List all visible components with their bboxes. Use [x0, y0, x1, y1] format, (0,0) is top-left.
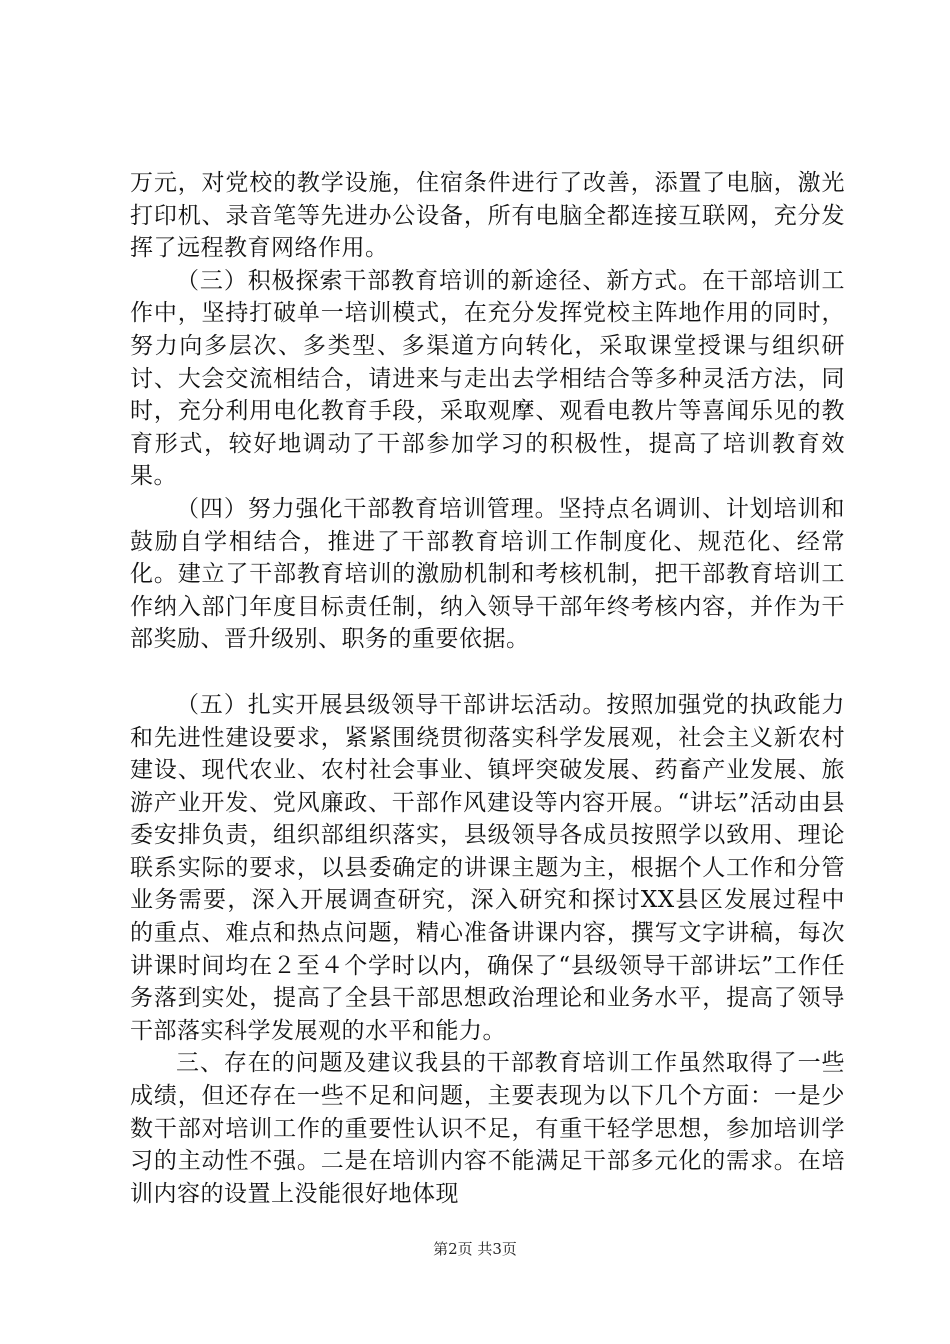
paragraph-spacer — [130, 656, 845, 689]
paragraph-section-4: （四）努力强化干部教育培训管理。坚持点名调训、计划培训和鼓励自学相结合，推进了干部教育培训工作制度化、规范化、经常化。建立了干部教育培训的激励机制和考核机制，把干部教育培训工作纳入部门年度目标责任制，纳入领导干部年终考核内容，并作为干部奖励、晋升级别、职务的重要依据。 — [130, 495, 845, 653]
document-body — [130, 167, 845, 1210]
paragraph-section-5: （五）扎实开展县级领导干部讲坛活动。按照加强党的执政能力和先进性建设要求，紧紧围绕贯彻落实科学发展观，社会主义新农村建设、现代农业、农村社会事业、镇坪突破发展、药畜产业发展、旅游产业开发、党风廉政、干部作风建设等内容开展。“讲坛”活动由县委安排负责，组织部组织落实，县级领导各成员按照学以致用、理论联系实际的要求，以县委确定的讲课主题为主，根据个人工作和分管业务需要，深入开展调查研究，深入研究和探讨XX县区发展过程中的重点、难点和热点问题，精心准备讲课内容，撰写文字讲稿，每次讲课时间均在２至４个学时以内，确保了“县级领导干部讲坛”工作任务落到实处，提高了全县干部思想政治理论和业务水平，提高了领导干部落实科学发展观的水平和能力。 — [130, 691, 845, 1044]
paragraph-continuation: 万元，对党校的教学设施，住宿条件进行了改善，添置了电脑，激光打印机、录音笔等先进办公设备，所有电脑全都连接互联网，充分发挥了远程教育网络作用。 — [130, 170, 845, 262]
page-number: 第2页 共3页 — [433, 1240, 517, 1258]
paragraph-section-3: （三）积极探索干部教育培训的新途径、新方式。在干部培训工作中，坚持打破单一培训模式，在充分发挥党校主阵地作用的同时，努力向多层次、多类型、多渠道方向转化，采取课堂授课与组织研讨、大会交流相结合，请进来与走出去学相结合等多种灵活方法，同时，充分利用电化教育手段，采取观摩、观看电教片等喜闻乐见的教育形式，较好地调动了干部参加学习的积极性，提高了培训教育效果。 — [130, 267, 845, 490]
paragraph-problems: 三、存在的问题及建议我县的干部教育培训工作虽然取得了一些成绩，但还存在一些不足和问题，主要表现为以下几个方面：一是少数干部对培训工作的重要性认识不足，有重干轻学思想，参加培训学习的主动性不强。二是在培训内容不能满足干部多元化的需求。在培训内容的设置上没能很好地体现 — [130, 1050, 845, 1207]
